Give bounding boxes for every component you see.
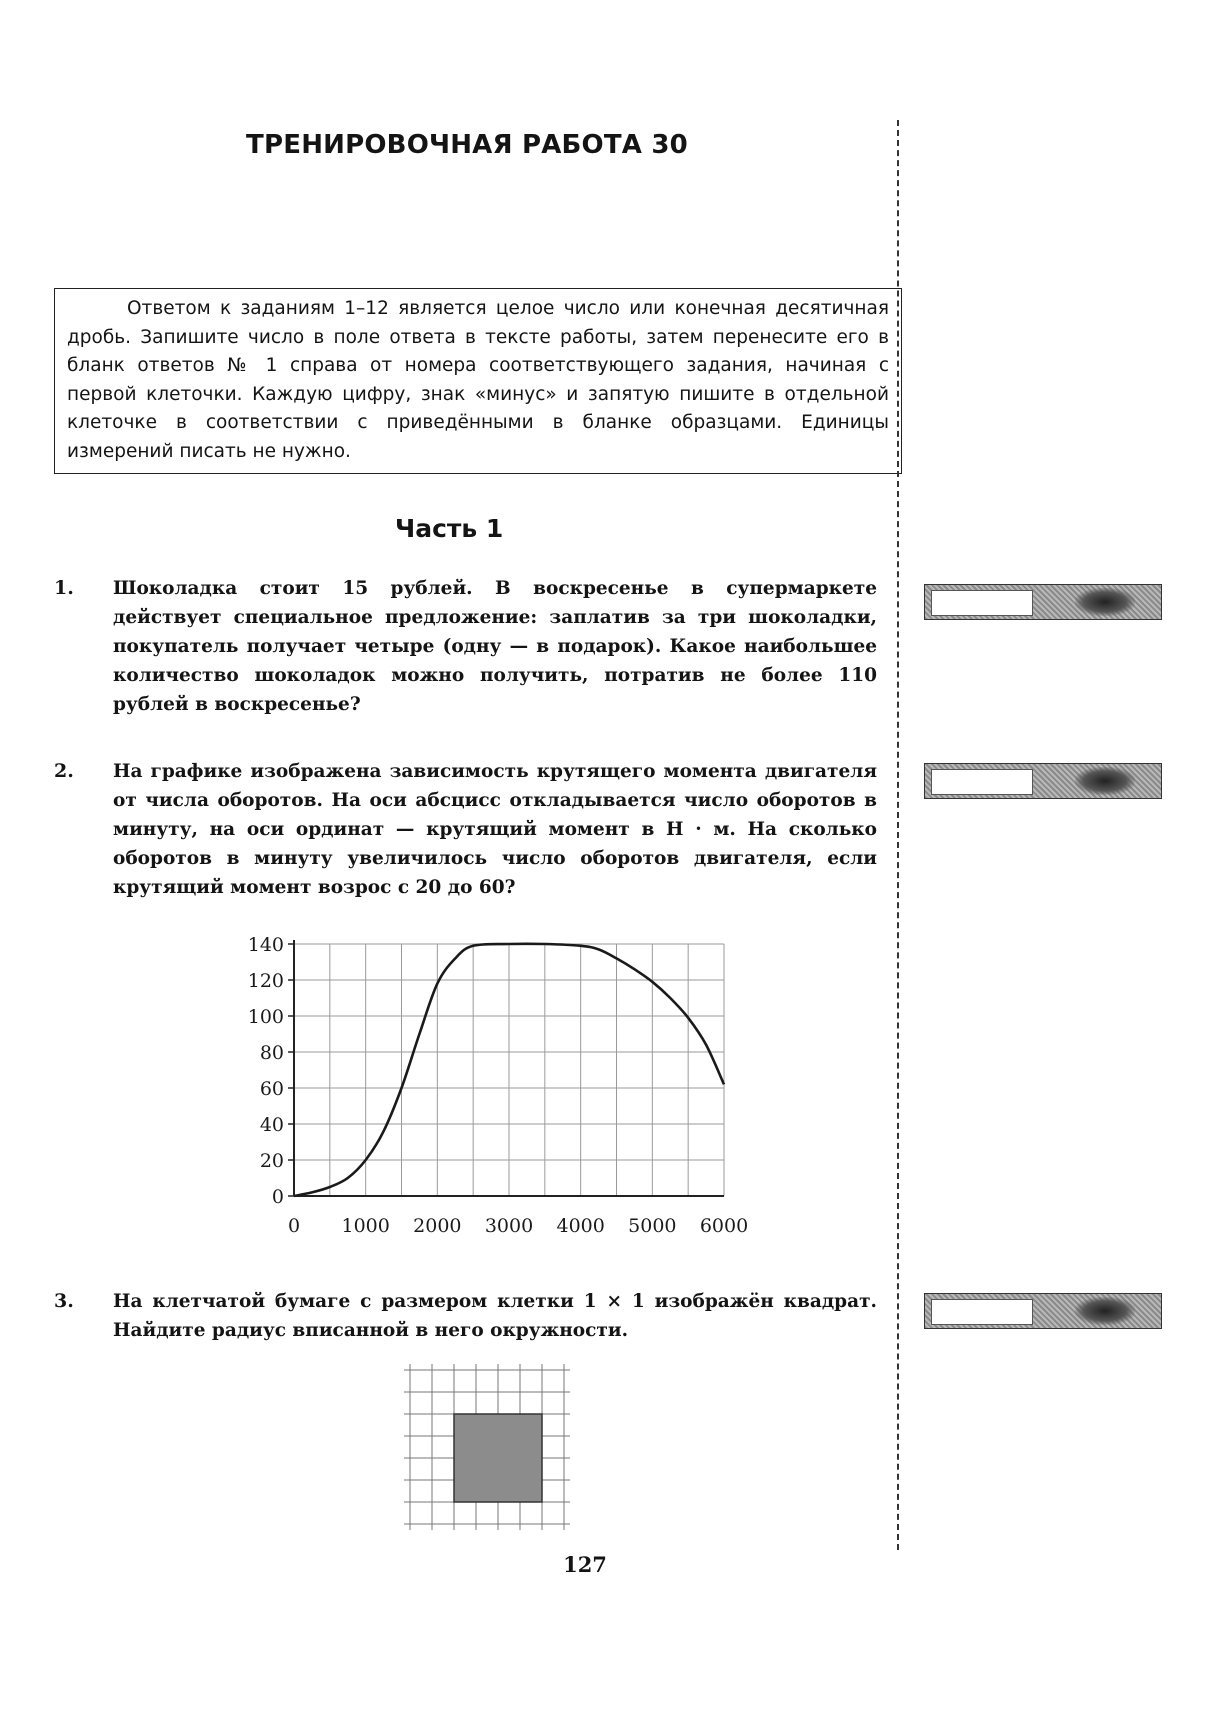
y-tick-label: 140 <box>247 934 284 956</box>
y-tick-label: 80 <box>259 1042 284 1064</box>
y-tick-label: 0 <box>271 1186 284 1208</box>
y-tick-label: 120 <box>247 970 284 992</box>
y-tick-label: 40 <box>259 1114 284 1136</box>
cut-line <box>897 120 899 1550</box>
x-tick-label: 5000 <box>628 1215 677 1237</box>
task-1-answer-box[interactable] <box>924 584 1162 620</box>
part-heading: Часть 1 <box>395 514 504 543</box>
task-3-answer-field[interactable] <box>931 1299 1033 1325</box>
y-tick-label: 100 <box>247 1006 284 1028</box>
x-tick-label: 4000 <box>556 1215 605 1237</box>
chart-grid <box>294 944 724 1196</box>
page-title: ТРЕНИРОВОЧНАЯ РАБОТА 30 <box>246 130 688 160</box>
task-3-answer-box[interactable] <box>924 1293 1162 1329</box>
task-1-number: 1. <box>54 577 74 599</box>
task-2-text: На графике изображена зависимость крутящего момента двигателя от числа оборотов. На оси абсцисс откладывается число оборотов в минуту, на оси ординат — крутящий момент в Н · м. На сколько оборотов в минуту увеличилось число оборотов двигателя, если крутящий момент возрос с 20 до 60? <box>113 761 877 898</box>
answer-box-shading <box>1075 1297 1135 1325</box>
x-tick-label: 6000 <box>699 1215 749 1237</box>
square-shape <box>454 1414 542 1502</box>
answer-box-shading <box>1075 767 1135 795</box>
chart-y-ticks <box>248 934 294 1208</box>
torque-chart <box>230 925 770 1245</box>
instructions-box: Ответом к заданиям 1–12 является целое число или конечная десятичная дробь. Запишите число в поле ответа в тексте работы, затем перенесите его в бланк ответов № 1 справа от номера соответствующего задания, начиная с первой клеточки. Каждую цифру, знак «минус» и запятую пишите в отдельной клеточке в соответствии с приведёнными в бланке образцами. Единицы измерений писать не нужно. <box>54 288 902 474</box>
task-2-answer-field[interactable] <box>931 769 1033 795</box>
task-2-number: 2. <box>54 760 74 782</box>
x-tick-label: 3000 <box>484 1215 534 1237</box>
y-tick-label: 20 <box>259 1150 284 1172</box>
task-3-text: На клетчатой бумаге с размером клетки 1 × 1 изображён квадрат. Найдите радиус вписанной в него окружности. <box>113 1291 877 1341</box>
checkered-square-figure <box>400 1360 600 1540</box>
chart-x-ticks <box>288 1215 748 1237</box>
answer-box-shading <box>1075 588 1135 616</box>
task-3-number: 3. <box>54 1290 74 1312</box>
x-tick-label: 1000 <box>341 1215 390 1237</box>
page-number: 127 <box>563 1552 607 1577</box>
task-1-answer-field[interactable] <box>931 590 1033 616</box>
task-1-text: Шоколадка стоит 15 рублей. В воскресенье в супермаркете действует специальное предложение: заплатив за три шоколадки, покупатель получает четыре (одну — в подарок). Какое наибольшее количество шоколадок можно получить, потратив не более 110 рублей в воскресенье? <box>113 578 877 715</box>
x-tick-label: 2000 <box>413 1215 462 1237</box>
y-tick-label: 60 <box>259 1078 284 1100</box>
x-tick-label: 0 <box>287 1215 301 1237</box>
task-2-answer-box[interactable] <box>924 763 1162 799</box>
